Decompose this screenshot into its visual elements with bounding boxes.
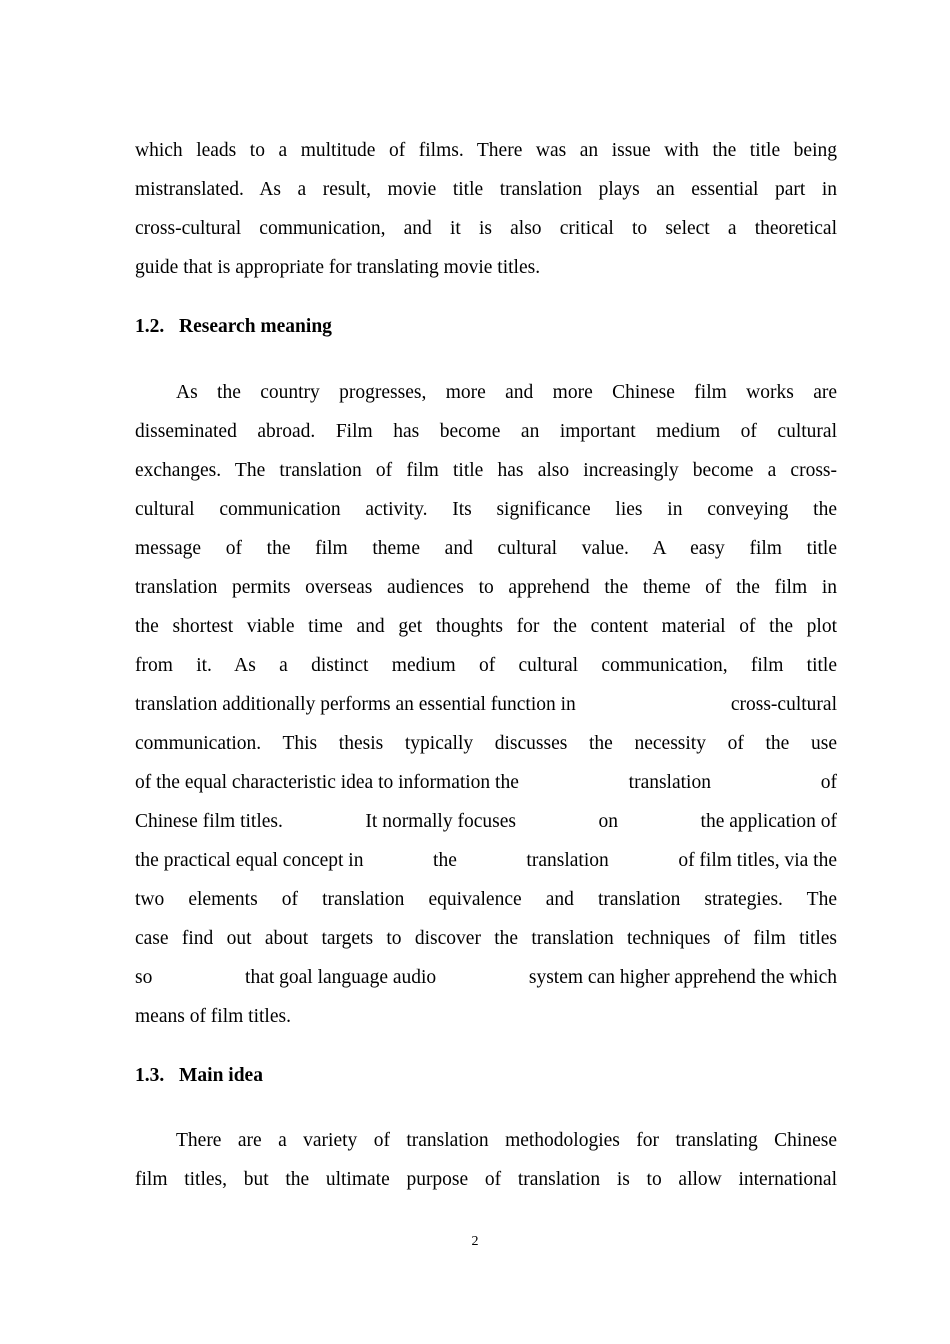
text-line: the shortest viable time and get thoughts for the content material of the plot [135, 616, 837, 637]
text-segment: that goal language audio [245, 967, 437, 988]
text-line: message of the film theme and cultural value. A easy film title [135, 538, 837, 559]
text-segment: Chinese film titles. [135, 811, 283, 832]
text-line [135, 802, 837, 841]
text-line: disseminated abroad. Film has become an important medium of cultural [135, 421, 837, 442]
text-segment: the application of [700, 811, 837, 832]
heading-research-meaning [135, 307, 837, 346]
text-segment: of film titles, via the [678, 850, 837, 871]
text-line [135, 841, 837, 880]
heading-number: 1.2. [135, 316, 165, 337]
heading-text: Main idea [179, 1065, 263, 1086]
text-line: communication. This thesis typically discusses the necessity of the use [135, 733, 837, 754]
text-segment: on [598, 811, 618, 832]
page-content [135, 131, 837, 1199]
text-line: exchanges. The translation of film title has also increasingly become a cross- [135, 460, 837, 481]
text-segment: translation [526, 850, 609, 871]
page-number: 2 [471, 1234, 479, 1249]
text-segment: system can higher apprehend the which [528, 967, 837, 988]
text-line [135, 685, 837, 724]
text-segment: the practical equal concept in [135, 850, 364, 871]
spacer [135, 346, 837, 373]
text-line: film titles, but the ultimate purpose of translation is to allow international [135, 1169, 837, 1190]
text-line: There are a variety of translation methodologies for translating Chinese [176, 1130, 837, 1151]
text-segment: translation additionally performs an essential function in [135, 694, 576, 715]
heading-text: Research meaning [179, 316, 332, 337]
text-line: two elements of translation equivalence and translation strategies. The [135, 889, 837, 910]
heading-main-idea [135, 1056, 837, 1095]
text-line: means of film titles. [135, 1006, 291, 1027]
paragraph-research-meaning [135, 373, 837, 1036]
text-line: translation permits overseas audiences to apprehend the theme of the film in [135, 577, 837, 598]
paragraph-main-idea [135, 1121, 837, 1199]
spacer [135, 1036, 837, 1056]
spacer [135, 287, 837, 307]
text-line [135, 958, 837, 997]
text-line: guide that is appropriate for translating movie titles. [135, 257, 541, 278]
spacer [135, 1095, 837, 1121]
text-segment: of the equal characteristic idea to information the [135, 772, 519, 793]
text-line: As the country progresses, more and more Chinese film works are [176, 382, 837, 403]
text-segment: the [433, 850, 457, 871]
text-segment: of [820, 772, 837, 793]
text-line: case find out about targets to discover the translation techniques of film titles [135, 928, 837, 949]
text-line [135, 763, 837, 802]
text-line: cultural communication activity. Its significance lies in conveying the [135, 499, 837, 520]
text-segment: so [135, 967, 153, 988]
text-segment: translation [628, 772, 711, 793]
text-segment: It normally focuses [365, 811, 516, 832]
paragraph-intro [135, 131, 837, 287]
text-line: mistranslated. As a result, movie title translation plays an essential part in [135, 179, 837, 200]
text-line: from it. As a distinct medium of cultural communication, film title [135, 655, 837, 676]
heading-number: 1.3. [135, 1065, 165, 1086]
text-line: cross-cultural communication, and it is also critical to select a theoretical [135, 218, 837, 239]
text-segment: cross-cultural [730, 694, 837, 715]
text-line: which leads to a multitude of films. There was an issue with the title being [135, 140, 837, 161]
